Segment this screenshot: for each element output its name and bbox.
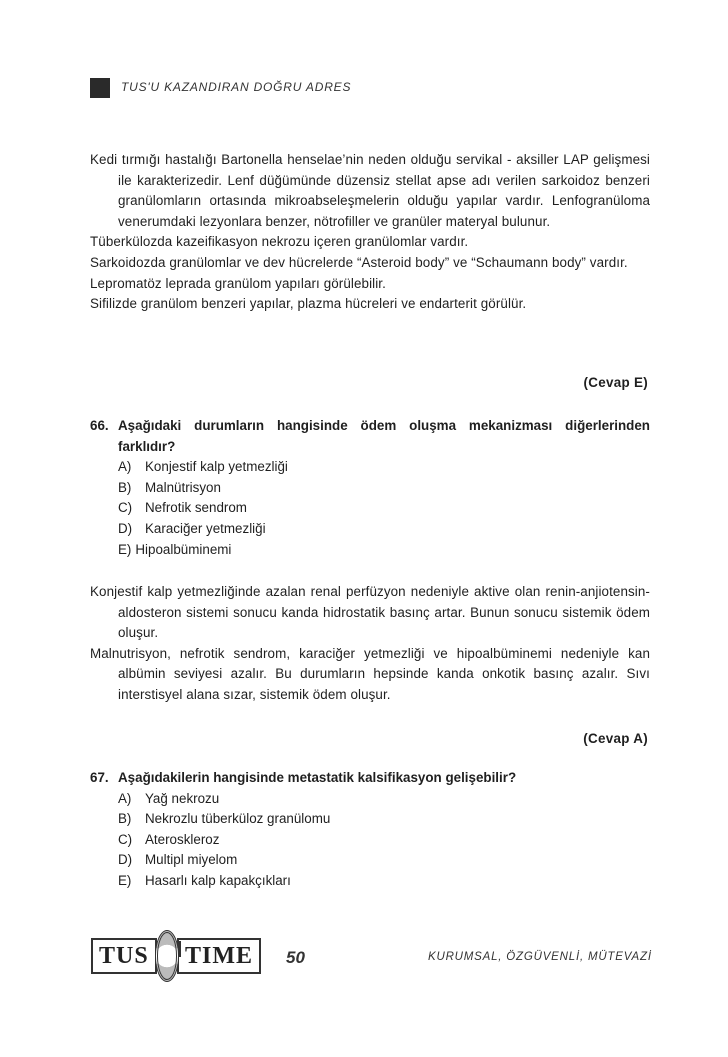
header-title: TUS'U KAZANDIRAN DOĞRU ADRES (121, 80, 352, 94)
option-e: E) Hasarlı kalp kapakçıkları (118, 872, 291, 888)
explanation-paragraph: Tüberkülozda kazeifikasyon nekrozu içeren granülomlar vardır. (90, 234, 469, 250)
option-e: E) Hipoalbüminemi (118, 541, 232, 557)
question-text: Aşağıdakilerin hangisinde metastatik kalsifikasyon gelişebilir? (118, 770, 517, 785)
logo-text-left: TUS (91, 938, 157, 974)
option-a: A) Yağ nekrozu (118, 790, 220, 806)
explanation-paragraph: Sarkoidozda granülomlar ve dev hücrelerde “Asteroid body” ve “Schaumann body” vardır. (90, 254, 628, 270)
explanation-66 (90, 582, 650, 706)
explanation-paragraph: Kedi tırmığı hastalığı Bartonella henselae’nin neden olduğu servikal - aksiller LAP gelişmesi ile karakterizedir. Lenf düğümünde düzensiz stellat apse adı verilen sarkoidoz benzeri granülomların ortasında mikroabseleşmelerin olduğu yapılar vardır. Lenfogranüloma venerumdaki lezyonlara benzer, nötrofiller ve granüler materyal bulunur. (90, 152, 650, 229)
option-a: A) Konjestif kalp yetmezliği (118, 459, 288, 475)
explanation-paragraph: Malnutrisyon, nefrotik sendrom, karaciğer yetmezliği ve hipoalbüminemi nedeniyle kan albümin seviyesi azalır. Bu durumların hepsinde kanda onkotik basınç azalır. Sıvı interstisyel alana sızar, sistemik ödem oluşur. (90, 645, 650, 702)
option-c: C) Nefrotik sendrom (118, 500, 247, 516)
question-number: 67. (90, 770, 109, 785)
explanation-paragraph: Konjestif kalp yetmezliğinde azalan renal perfüzyon nedeniyle aktive olan renin-anjiotensin-aldosteron sistemi sonucu kanda hidrostatik basınç artar. Bunun sonucu sistemik ödem oluşur. (90, 584, 650, 641)
question-66 (90, 416, 650, 560)
footer-motto: KURUMSAL, ÖZGÜVENLİ, MÜTEVAZİ (428, 951, 652, 963)
answer-66: (Cevap A) (583, 731, 648, 746)
question-67 (90, 768, 650, 892)
option-c: C) Ateroskleroz (118, 831, 220, 847)
tus-time-logo (91, 936, 261, 976)
header-marker-block (90, 78, 110, 98)
option-d: D) Multipl miyelom (118, 852, 238, 868)
explanation-65 (90, 150, 650, 315)
explanation-paragraph: Lepromatöz leprada granülom yapıları görülebilir. (90, 275, 386, 291)
option-b: B) Nekrozlu tüberküloz granülomu (118, 811, 331, 827)
page-number: 50 (286, 948, 305, 967)
answer-65: (Cevap E) (583, 375, 648, 390)
explanation-paragraph: Sifilizde granülom benzeri yapılar, plazma hücreleri ve endarterit görülür. (90, 296, 527, 312)
question-stem (90, 416, 650, 457)
option-d: D) Karaciğer yetmezliği (118, 520, 266, 536)
option-b: B) Malnütrisyon (118, 479, 221, 495)
clock-icon (155, 930, 179, 982)
question-text: Aşağıdaki durumların hangisinde ödem oluşma mekanizması diğerlerinden farklıdır? (118, 418, 650, 454)
question-stem (90, 768, 650, 789)
question-number: 66. (90, 418, 109, 433)
logo-text-right: TIME (177, 938, 261, 974)
